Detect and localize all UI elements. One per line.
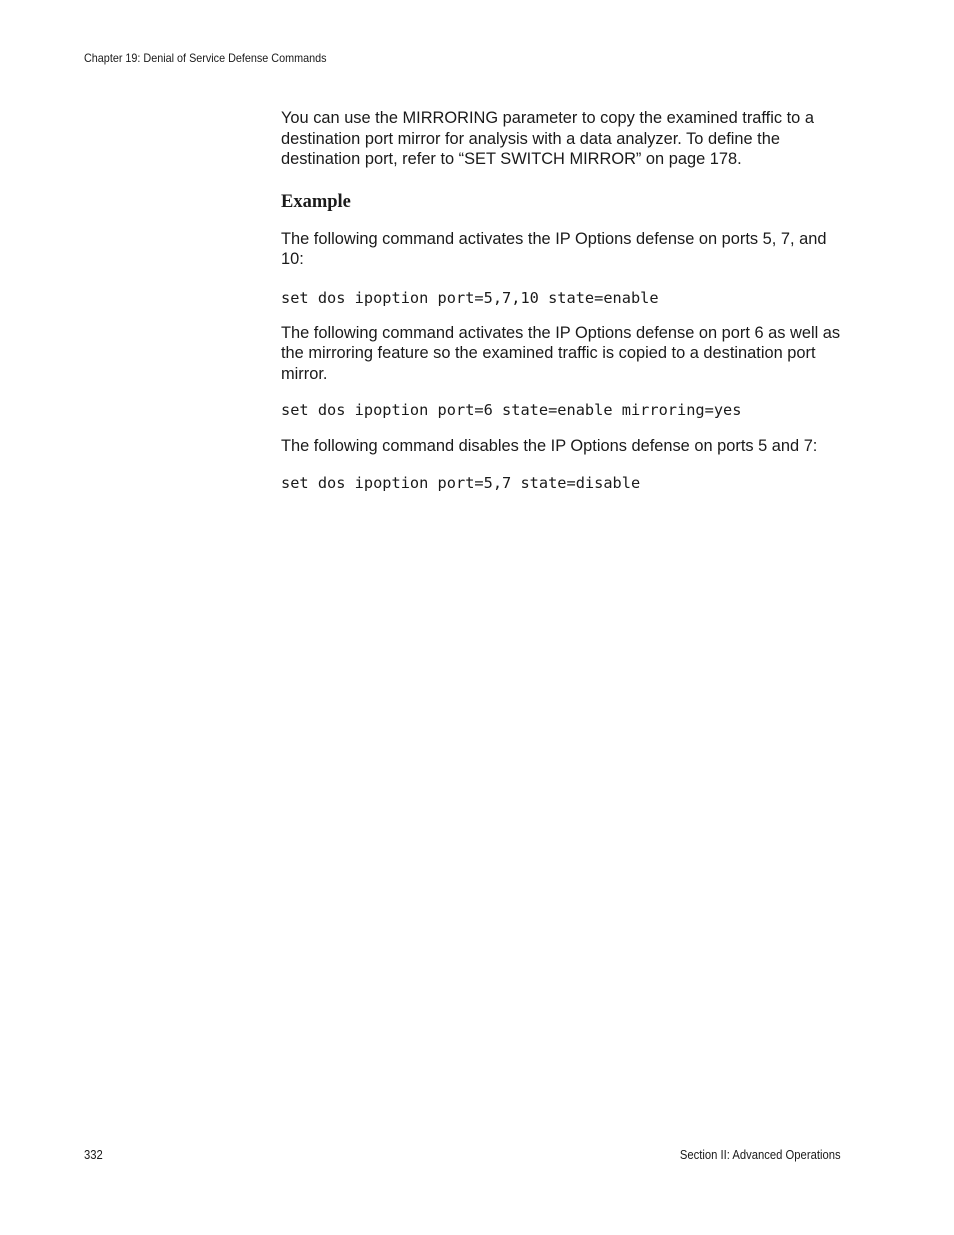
intro-paragraph: You can use the MIRRORING parameter to copy the examined traffic to a destination port mirror for analysis with a data analyzer. To define the destination port, refer to “SET SWITCH MIRROR” on page 178. [281, 109, 814, 168]
page-content [281, 108, 846, 493]
example1-command: set dos ipoption port=5,7,10 state=enable [281, 288, 659, 307]
example1-description: The following command activates the IP Options defense on ports 5, 7, and 10: [281, 229, 827, 268]
example2-command: set dos ipoption port=6 state=enable mirroring=yes [281, 401, 742, 419]
example2-description: The following command activates the IP Options defense on port 6 as well as the mirroring feature so the examined traffic is copied to a destination port mirror. [281, 323, 841, 383]
example-heading: Example [281, 191, 351, 212]
page-number: 332 [84, 1148, 103, 1162]
running-header: Chapter 19: Denial of Service Defense Commands [84, 51, 327, 65]
example3-command: set dos ipoption port=5,7 state=disable [281, 473, 641, 492]
example3-description: The following command disables the IP Options defense on ports 5 and 7: [281, 437, 818, 455]
footer-section-title: Section II: Advanced Operations [680, 1148, 841, 1162]
